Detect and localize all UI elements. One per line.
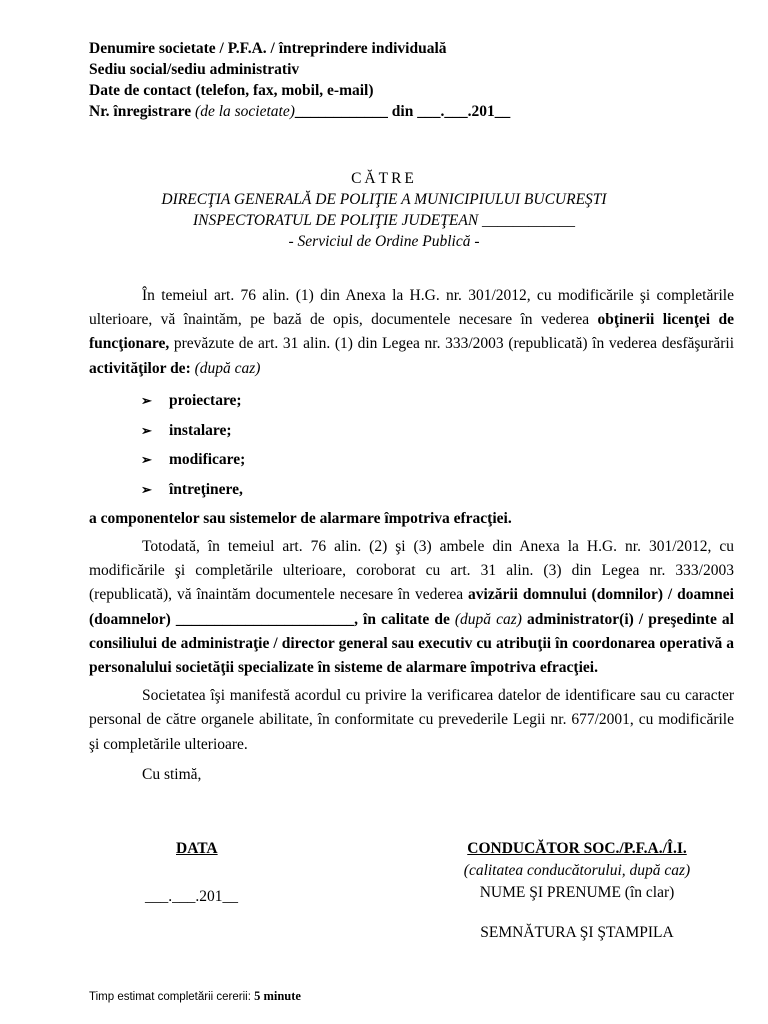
- applicant-header: [89, 38, 510, 122]
- arrow-bullet-icon: ➢: [141, 452, 152, 468]
- contact-details-line: Date de contact (telefon, fax, mobil, e-mail): [89, 82, 374, 99]
- components-line: a componentelor sau sistemelor de alarmare împotriva efracţiei.: [89, 509, 512, 527]
- para1-bold-2: activităţilor de:: [89, 359, 191, 377]
- para2-bold-1: avizării domnului (domnilor) / doamnei (doamnelor) _______________________, în calitate de: [89, 586, 734, 628]
- activity-list: [89, 387, 734, 505]
- para1-bold-1: obţinerii licenţei de funcţionare,: [89, 311, 735, 353]
- closing-salutation: Cu stimă,: [142, 765, 202, 783]
- registration-prefix: Nr. înregistrare: [89, 103, 196, 120]
- completion-time-label: Timp estimat completării cererii:: [89, 991, 255, 1003]
- completion-time-value: 5 minute: [254, 989, 301, 1003]
- list-item-label: modificare;: [169, 451, 246, 469]
- date-value: ___.___.201__: [145, 888, 238, 905]
- letter-body: [89, 284, 734, 787]
- paragraph-approval-request: [89, 535, 734, 680]
- para2-text-1: Totodată, în temeiul art. 76 alin. (2) şi (3) ambele din Anexa la H.G. nr. 301/2012, cu modificările şi completările ulterioare, coroborat cu art. 31 alin. (3) din Legea nr. 333/2003 (republicată), vă înaintăm documentele necesare în vederea: [89, 538, 734, 604]
- para2-bold-2: administrator(i) / preşedinte al consiliului de administraţie / director general sau executiv cu atribuţii în coordonarea operativă a personalului societăţii specializate în sisteme de alarmare împotriva efracţiei.: [89, 610, 734, 677]
- para2-italic-1: (după caz): [449, 610, 522, 628]
- list-item: [89, 446, 734, 476]
- registration-number-line: [89, 101, 510, 122]
- date-label: DATA: [176, 840, 218, 857]
- paragraph-license-request: [89, 284, 734, 381]
- arrow-bullet-icon: ➢: [141, 422, 152, 438]
- para1-text-2: prevăzute de art. 31 alin. (1) din Legea nr. 333/2003 (republicată) în vederea desfăşurării: [169, 335, 734, 353]
- signatory-block: [440, 838, 714, 944]
- completion-time-note: [89, 989, 301, 1004]
- addressee-block: [0, 168, 768, 252]
- list-item-label: întreţinere,: [169, 480, 243, 498]
- list-item-label: instalare;: [169, 421, 232, 439]
- addressee-line-1: DIRECŢIA GENERALĂ DE POLIŢIE A MUNICIPIULUI BUCUREŞTI: [161, 191, 607, 208]
- paragraph-data-consent: Societatea îşi manifestă acordul cu privire la verificarea datelor de identificare sau cu caracter personal de către organele abilitate, în conformitate cu prevederile Legii nr. 677/2001, cu modificările şi completările ulterioare.: [89, 687, 734, 753]
- arrow-bullet-icon: ➢: [141, 393, 152, 409]
- signatory-role: CONDUCĂTOR SOC./P.F.A./Î.I.: [467, 840, 687, 857]
- registration-blank: ____________ din ___.___.201__: [294, 103, 511, 120]
- addressee-line-2: INSPECTORATUL DE POLIŢIE JUDEŢEAN ____________: [192, 212, 576, 229]
- company-name-line: Denumire societate / P.F.A. / întreprindere individuală: [89, 40, 447, 57]
- signature-and-stamp: SEMNĂTURA ŞI ŞTAMPILA: [480, 924, 674, 941]
- arrow-bullet-icon: ➢: [141, 481, 152, 497]
- para1-italic-1: (după caz): [190, 359, 261, 377]
- registration-note: (de la societate): [195, 103, 295, 120]
- addressee-title: CĂTRE: [351, 170, 417, 187]
- list-item: [89, 475, 734, 505]
- list-item: [89, 387, 734, 417]
- list-item: [89, 416, 734, 446]
- para1-text-1: În temeiul art. 76 alin. (1) din Anexa la H.G. nr. 301/2012, cu modificările şi completările ulterioare, vă înaintăm, pe bază de opis, documentele necesare în vederea: [89, 287, 734, 329]
- list-item-label: proiectare;: [169, 392, 242, 410]
- addressee-line-3: - Serviciul de Ordine Publică -: [288, 233, 480, 250]
- signatory-name: NUME ŞI PRENUME (în clar): [479, 884, 675, 901]
- signatory-capacity: (calitatea conducătorului, după caz): [463, 862, 691, 879]
- registered-office-line: Sediu social/sediu administrativ: [89, 61, 300, 78]
